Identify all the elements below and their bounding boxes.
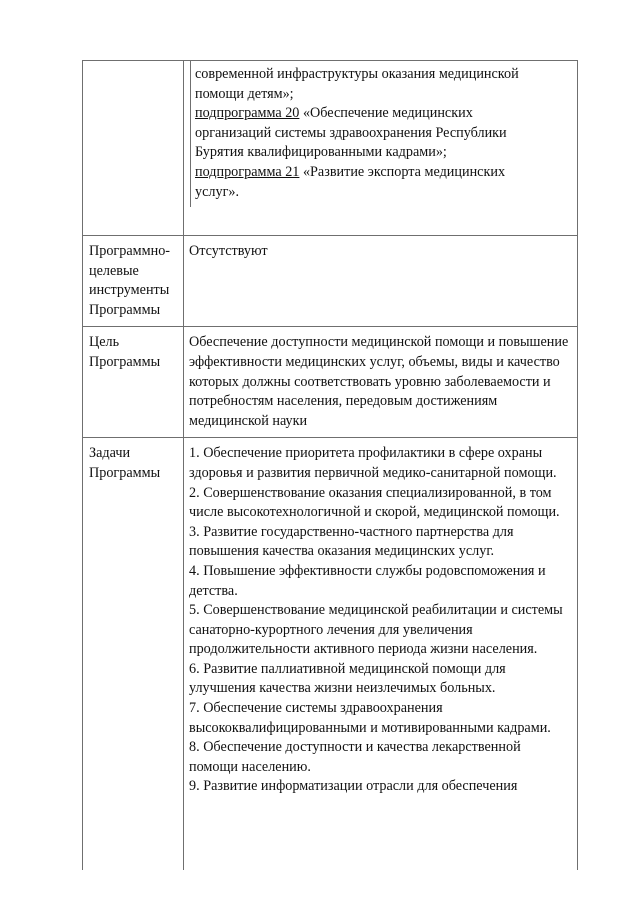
subprogram-21-title: «Развитие экспорта медицинских bbox=[299, 163, 506, 180]
task-item: 8. Обеспечение доступности и качества лекарственной помощи населению. bbox=[189, 739, 521, 775]
task-item: 5. Совершенствование медицинской реабилитации и системы санаторно-курортного лечения для увеличения продолжительности активного периода жизни населения. bbox=[189, 602, 563, 658]
subprograms-continuation-row bbox=[83, 61, 578, 236]
subprogram-21-link[interactable]: подпрограмма 21 bbox=[195, 163, 300, 180]
label-line: Программы bbox=[89, 353, 161, 370]
subprograms-cell bbox=[184, 61, 578, 236]
task-item: 9. Развитие информатизации отрасли для обеспечения bbox=[189, 778, 518, 795]
label-cell-empty bbox=[83, 61, 184, 236]
task-item: 4. Повышение эффективности службы родовспоможения и детства. bbox=[189, 562, 546, 599]
tasks-label bbox=[83, 438, 184, 871]
subprograms-list bbox=[190, 61, 569, 207]
subprogram-20-link[interactable]: подпрограмма 20 bbox=[195, 105, 300, 122]
label-line: Программно- bbox=[89, 243, 171, 259]
subprogram-text-line: помощи детям»; bbox=[195, 85, 294, 102]
label-line: инструменты bbox=[89, 282, 170, 299]
subprogram-21-line bbox=[195, 163, 569, 183]
label-line: Программы bbox=[89, 464, 161, 481]
instruments-row bbox=[83, 236, 578, 327]
tasks-row bbox=[83, 438, 578, 871]
goal-value: Обеспечение доступности медицинской помощи и повышение эффективности медицинских услуг, объемы, виды и качество которых должны соответствовать уровню заболеваемости и потребностям населения, передовым достижениям медицинской науки bbox=[184, 327, 578, 438]
subprogram-20-title: «Обеспечение медицинских bbox=[299, 105, 473, 122]
subprogram-text-line: современной инфраструктуры оказания медицинской bbox=[195, 66, 519, 82]
label-line: Цель bbox=[89, 334, 120, 351]
goal-label bbox=[83, 327, 184, 438]
instruments-label bbox=[83, 236, 184, 327]
subprogram-text-line: Бурятия квалифицированными кадрами»; bbox=[195, 144, 447, 161]
subprogram-text-line: услуг». bbox=[195, 183, 240, 200]
subprogram-20-line bbox=[195, 104, 569, 124]
task-item: 7. Обеспечение системы здравоохранения высококвалифицированными и мотивированными кадрами. bbox=[189, 700, 551, 736]
task-item: 1. Обеспечение приоритета профилактики в сфере охраны здоровья и развития первичной медико-санитарной помощи. bbox=[189, 445, 557, 481]
label-line: Задачи bbox=[89, 445, 131, 462]
program-passport-table bbox=[82, 60, 578, 870]
label-line: Программы bbox=[89, 301, 161, 318]
goal-row bbox=[83, 327, 578, 438]
task-item: 2. Совершенствование оказания специализированной, в том числе высокотехнологичной и скорой, медицинской помощи. bbox=[189, 484, 560, 521]
task-item: 6. Развитие паллиативной медицинской помощи для улучшения качества жизни неизлечимых больных. bbox=[189, 660, 506, 697]
instruments-value: Отсутствуют bbox=[184, 236, 578, 327]
tasks-list bbox=[184, 438, 578, 871]
label-line: целевые bbox=[89, 262, 139, 279]
subprogram-text-line: организаций системы здравоохранения Республики bbox=[195, 124, 507, 141]
task-item: 3. Развитие государственно-частного партнерства для повышения качества оказания медицинских услуг. bbox=[189, 523, 514, 560]
